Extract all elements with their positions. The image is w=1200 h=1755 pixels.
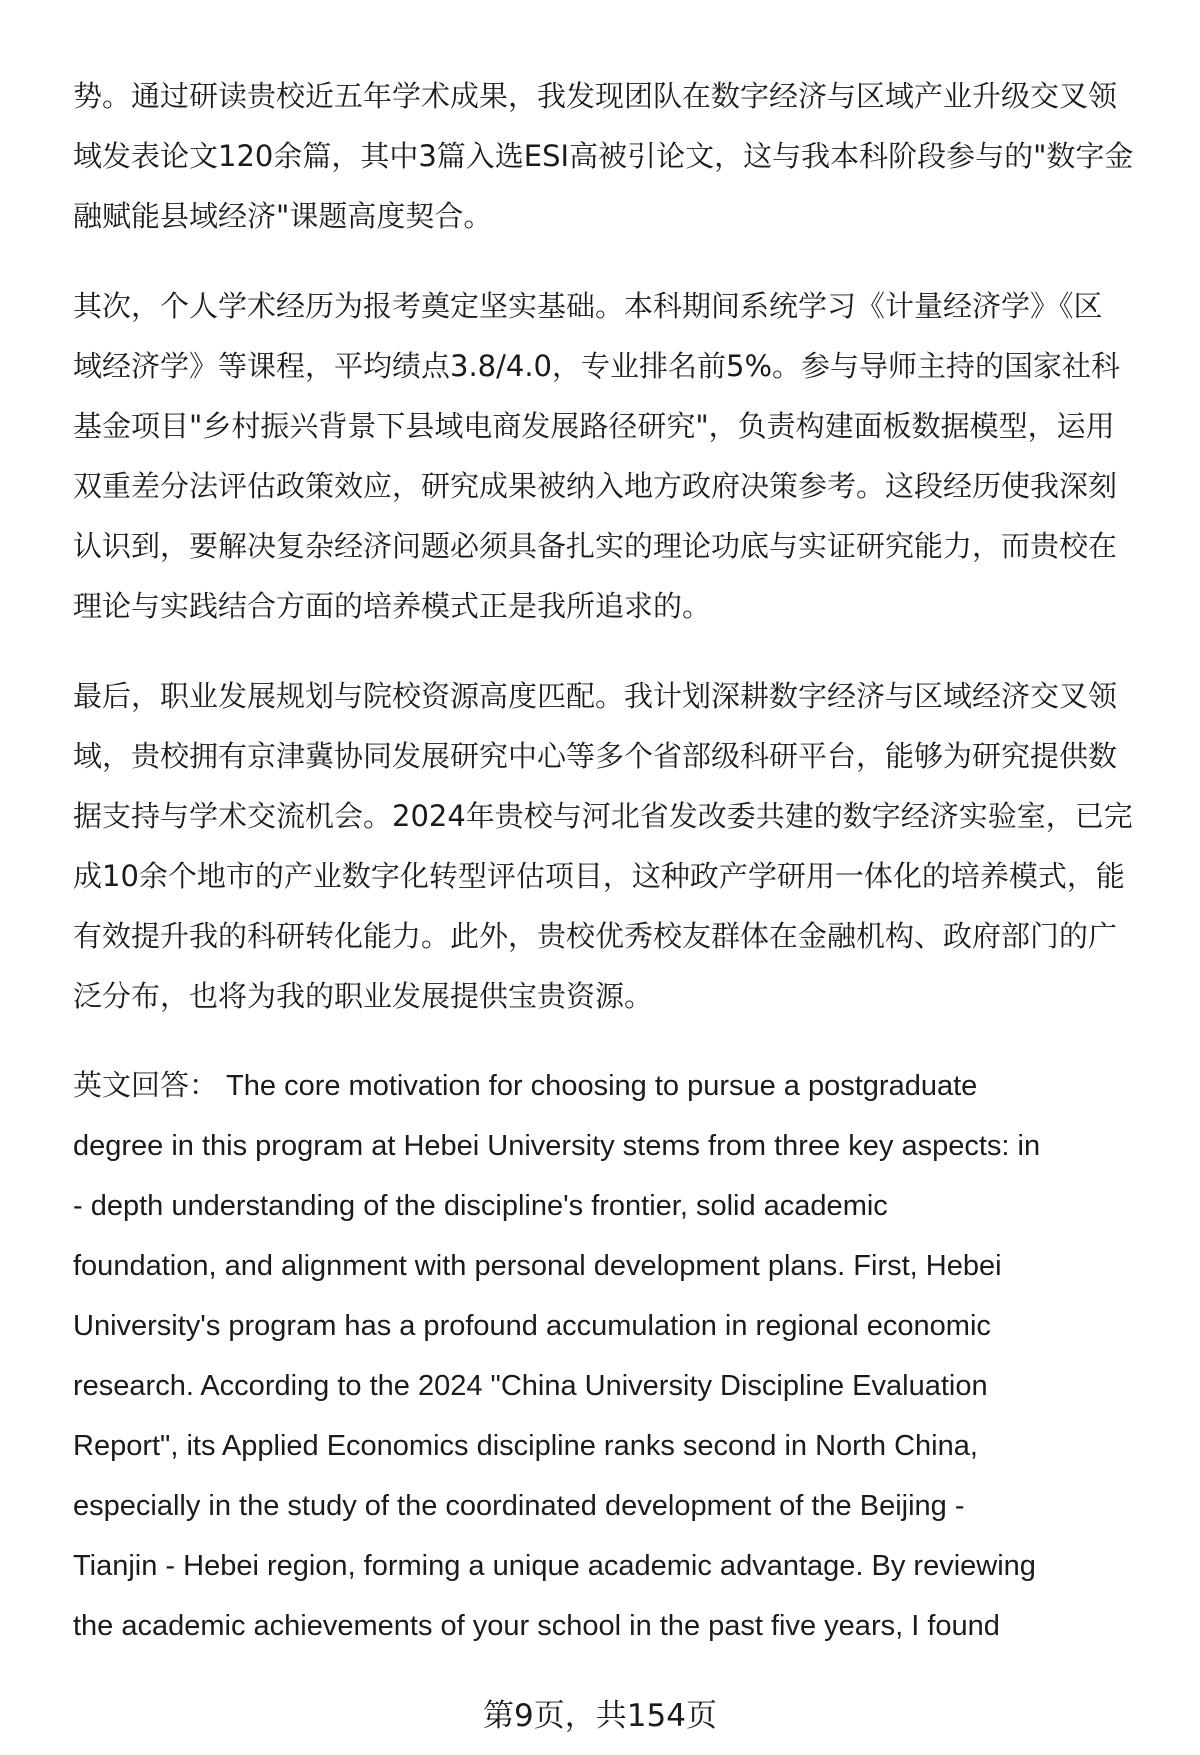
text-line: 域经济学》等课程，平均绩点3.8/4.0，专业排名前5%。参与导师主持的国家社科 <box>73 349 1121 383</box>
text-line: 认识到，要解决复杂经济问题必须具备扎实的理论功底与实证研究能力，而贵校在 <box>73 529 1118 563</box>
text-line: Report", its Applied Economics discipline ranks second in North China, <box>73 1430 978 1462</box>
text-line: 域发表论文120余篇，其中3篇入选ESI高被引论文，这与我本科阶段参与的"数字金 <box>73 139 1134 173</box>
text-line: 融赋能县域经济"课题高度契合。 <box>73 199 493 233</box>
text-line: research. According to the 2024 "China University Discipline Evaluation <box>73 1370 988 1402</box>
page-number: 第9页，共154页 <box>483 1698 717 1734</box>
paragraph <box>73 66 1160 246</box>
text-line: 成10余个地市的产业数字化转型评估项目，这种政产学研用一体化的培养模式，能 <box>73 859 1125 893</box>
paragraph <box>73 276 1160 636</box>
paragraph-english-answer <box>73 1056 1160 1656</box>
text-line: Tianjin - Hebei region, forming a unique academic advantage. By reviewing <box>73 1550 1036 1582</box>
text-line: 有效提升我的科研转化能力。此外，贵校优秀校友群体在金融机构、政府部门的广 <box>73 919 1118 953</box>
text-line: 英文回答： The core motivation for choosing to pursue a postgraduate <box>73 1070 978 1102</box>
text-line: 基金项目"乡村振兴背景下县域电商发展路径研究"，负责构建面板数据模型，运用 <box>73 409 1115 443</box>
text-line: - depth understanding of the discipline's frontier, solid academic <box>73 1190 888 1222</box>
text-line: 最后，职业发展规划与院校资源高度匹配。我计划深耕数字经济与区域经济交叉领 <box>73 679 1118 713</box>
text-line: especially in the study of the coordinated development of the Beijing - <box>73 1490 965 1522</box>
text-line: 泛分布，也将为我的职业发展提供宝贵资源。 <box>73 979 654 1013</box>
text-line: University's program has a profound accumulation in regional economic <box>73 1310 991 1342</box>
text-line: 势。通过研读贵校近五年学术成果，我发现团队在数字经济与区域产业升级交叉领 <box>73 79 1118 113</box>
text-line: 域，贵校拥有京津冀协同发展研究中心等多个省部级科研平台，能够为研究提供数 <box>73 739 1118 773</box>
text-line: foundation, and alignment with personal development plans. First, Hebei <box>73 1250 1002 1282</box>
text-line: 双重差分法评估政策效应，研究成果被纳入地方政府决策参考。这段经历使我深刻 <box>73 469 1118 503</box>
paragraph <box>73 666 1160 1026</box>
text-line: 理论与实践结合方面的培养模式正是我所追求的。 <box>73 589 712 623</box>
text-line: 其次，个人学术经历为报考奠定坚实基础。本科期间系统学习《计量经济学》《区 <box>73 289 1103 323</box>
text-line: 据支持与学术交流机会。2024年贵校与河北省发改委共建的数字经济实验室，已完 <box>73 799 1133 833</box>
text-line: the academic achievements of your school in the past five years, I found <box>73 1610 1000 1642</box>
text-line: degree in this program at Hebei University stems from three key aspects: in <box>73 1130 1041 1162</box>
